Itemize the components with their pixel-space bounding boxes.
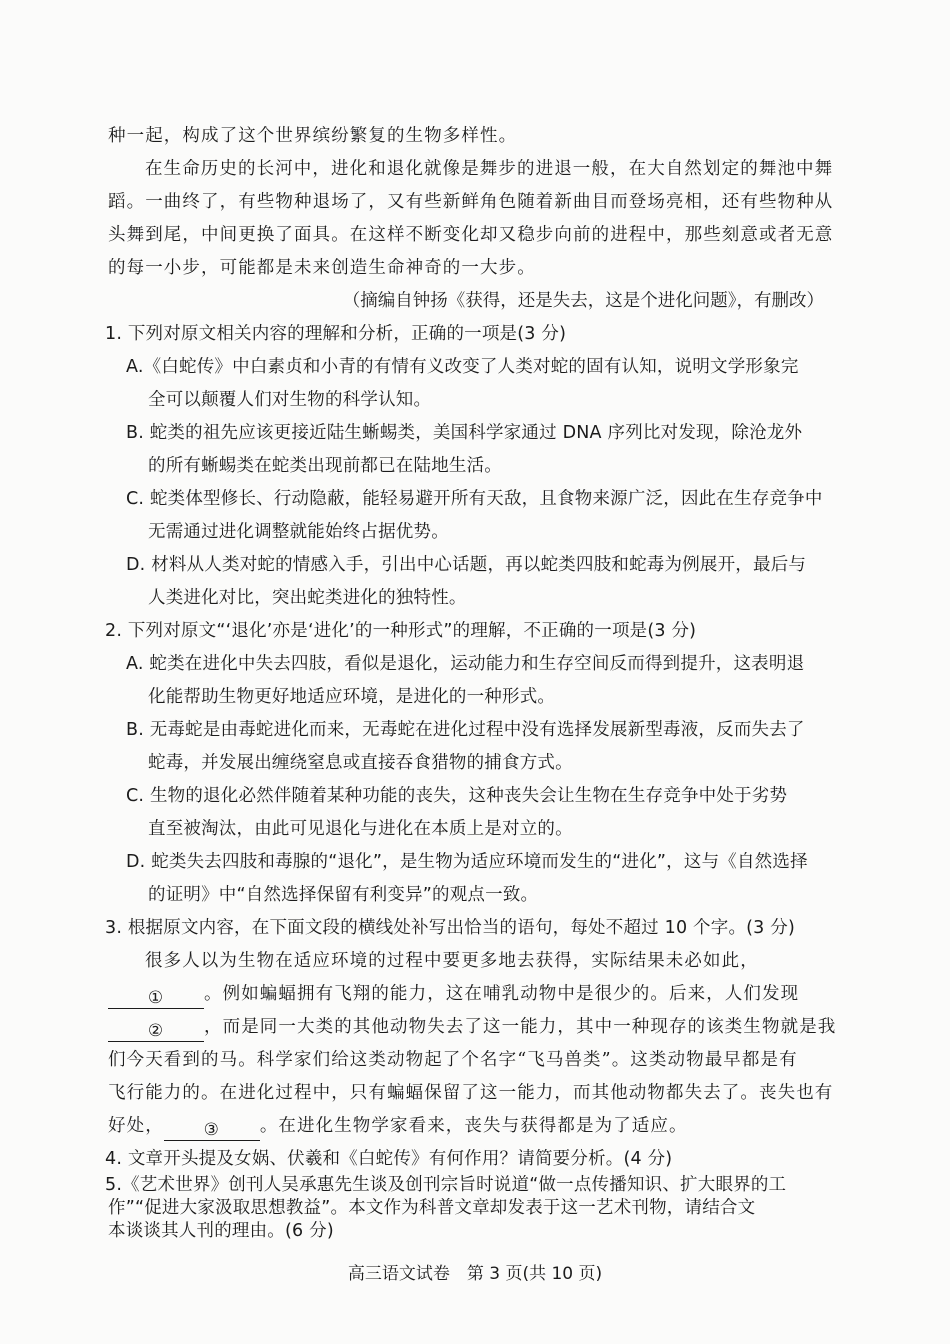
page-footer: 高三语文试卷 第 3 页(共 10 页): [347, 1264, 603, 1284]
q3-passage-line: 好处， ③ 。在进化生物学家看来，丧失与获得都是为了适应。: [108, 1116, 688, 1140]
q3-passage-line: 们今天看到的马。科学家们给这类动物起了个名字“飞马兽类”。这类动物最早都是有: [108, 1050, 798, 1070]
passage-line: 蹈。一曲终了，有些物种退场了，又有些新鲜角色随着新曲目而登场亮相，还有些物种从: [108, 192, 834, 212]
answer-blank-3[interactable]: ③: [164, 1118, 260, 1141]
q2-option-b-cont: 蛇毒，并发展出缠绕窒息或直接吞食猎物的捕食方式。: [148, 753, 573, 773]
q2-option-d-cont: 的证明》中“自然选择保留有利变异”的观点一致。: [148, 885, 539, 905]
q1-option-d-cont: 人类进化对比，突出蛇类进化的独特性。: [148, 588, 467, 608]
q1-option-a: A.《白蛇传》中白素贞和小青的有情有义改变了人类对蛇的固有认知，说明文学形象完: [126, 357, 799, 377]
passage-line: 种一起，构成了这个世界缤纷繁复的生物多样性。: [108, 126, 518, 146]
q2-option-c-cont: 直至被淘汰，由此可见退化与进化在本质上是对立的。: [148, 819, 573, 839]
q2-option-c: C. 生物的退化必然伴随着某种功能的丧失，这种丧失会让生物在生存竞争中处于劣势: [126, 786, 788, 806]
question-1-stem: 1. 下列对原文相关内容的理解和分析，正确的一项是(3 分): [105, 324, 567, 344]
q3-passage-line: 很多人以为生物在适应环境的过程中要更多地去获得，实际结果未必如此，: [145, 951, 759, 971]
passage-line: 的每一小步，可能都是未来创造生命神奇的一大步。: [108, 258, 536, 278]
q1-option-c: C. 蛇类体型修长、行动隐蔽，能轻易避开所有天敌，且食物来源广泛，因此在生存竞争中: [126, 489, 823, 509]
question-5-stem-cont: 本谈谈其人刊的理由。(6 分): [108, 1221, 334, 1241]
passage-line: 在生命历史的长河中，进化和退化就像是舞步的进退一般，在大自然划定的舞池中舞: [145, 159, 834, 179]
q2-option-a: A. 蛇类在进化中失去四肢，看似是退化，运动能力和生存空间反而得到提升，这表明退: [126, 654, 805, 674]
answer-blank-1[interactable]: ①: [108, 986, 204, 1009]
passage-line: 头舞到尾，中间更换了面具。在这样不断变化却又稳步向前的进程中，那些刻意或者无意: [108, 225, 834, 245]
question-5-stem: 5.《艺术世界》创刊人吴承惠先生谈及创刊宗旨时说道“做一点传播知识、扩大眼界的工: [105, 1175, 787, 1195]
question-2-stem: 2. 下列对原文“‘退化’亦是‘进化’的一种形式”的理解，不正确的一项是(3 分): [105, 621, 697, 641]
q1-option-c-cont: 无需通过进化调整就能始终占据优势。: [148, 522, 449, 542]
q1-option-b: B. 蛇类的祖先应该更接近陆生蜥蜴类，美国科学家通过 DNA 序列比对发现，除沧龙外: [126, 423, 803, 443]
q2-option-b: B. 无毒蛇是由毒蛇进化而来，无毒蛇在进化过程中没有选择发展新型毒液，反而失去了: [126, 720, 805, 740]
passage-source: （摘编自钟扬《获得，还是失去，这是个进化问题》，有删改）: [342, 291, 824, 311]
q1-option-d: D. 材料从人类对蛇的情感入手，引出中心话题，再以蛇类四肢和蛇毒为例展开，最后与: [126, 555, 807, 575]
q2-option-d: D. 蛇类失去四肢和毒腺的“退化”，是生物为适应环境而发生的“进化”，这与《自然选择: [126, 852, 808, 872]
q3-passage-line: ① 。例如蝙蝠拥有飞翔的能力，这在哺乳动物中是很少的。后来，人们发现: [0, 982, 950, 1009]
question-4-stem: 4. 文章开头提及女娲、伏羲和《白蛇传》有何作用？请简要分析。(4 分): [105, 1149, 673, 1169]
q3-passage-line: 飞行能力的。在进化过程中，只有蝙蝠保留了这一能力，而其他动物都失去了。丧失也有: [108, 1083, 834, 1103]
answer-blank-2[interactable]: ②: [108, 1019, 204, 1042]
q1-option-b-cont: 的所有蜥蜴类在蛇类出现前都已在陆地生活。: [148, 456, 502, 476]
q3-passage-line: ② ，而是同一大类的其他动物失去了这一能力，其中一种现存的该类生物就是我: [0, 1015, 950, 1042]
q2-option-a-cont: 化能帮助生物更好地适应环境，是进化的一种形式。: [148, 687, 556, 707]
q1-option-a-cont: 全可以颠覆人们对生物的科学认知。: [148, 390, 432, 410]
question-3-stem: 3. 根据原文内容，在下面文段的横线处补写出恰当的语句，每处不超过 10 个字。(3 分): [105, 918, 796, 938]
question-5-stem-cont: 作”“促进大家汲取思想教益”。本文作为科普文章却发表于这一艺术刊物，请结合文: [108, 1198, 756, 1218]
